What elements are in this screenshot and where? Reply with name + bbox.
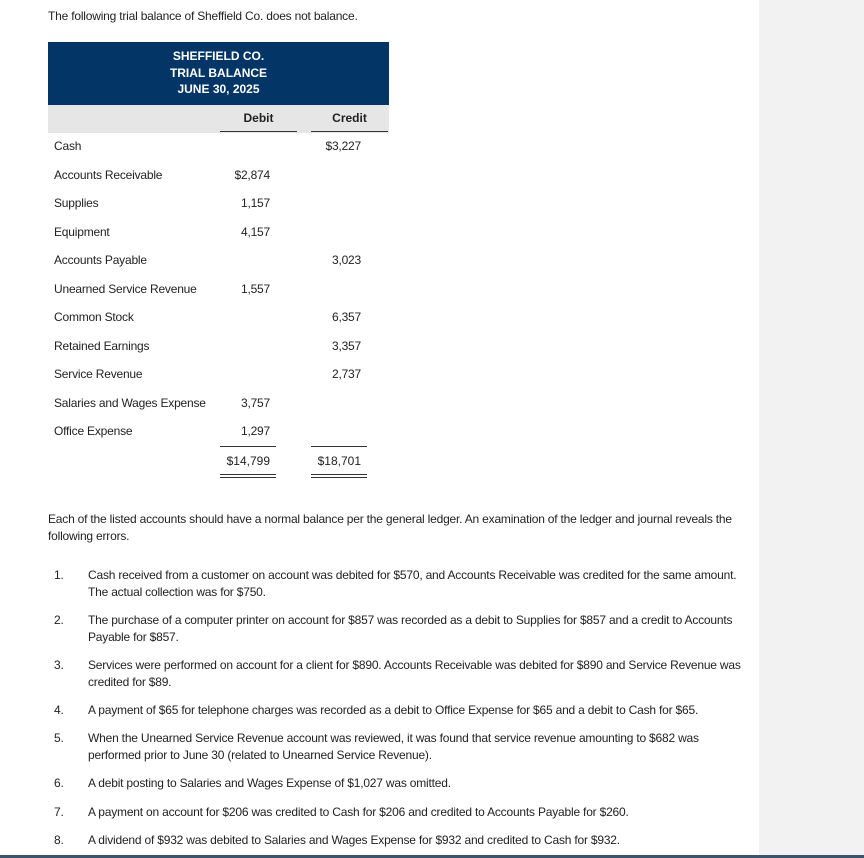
account-name: Cash	[54, 139, 82, 153]
credit-amount: $3,227	[325, 139, 361, 153]
error-number: 2.	[54, 613, 64, 627]
right-gutter	[759, 0, 864, 858]
table-row	[48, 166, 389, 186]
debit-amount: 1,557	[240, 282, 270, 296]
credit-amount: 6,357	[331, 310, 361, 324]
table-row	[48, 422, 389, 442]
table-row	[48, 365, 389, 385]
error-number: 3.	[54, 658, 64, 672]
table-row	[48, 223, 389, 243]
account-name: Unearned Service Revenue	[54, 282, 197, 296]
debit-header-underline	[220, 131, 297, 132]
error-text: A dividend of $932 was debited to Salaries and Wages Expense for $932 and credited to Cash for $932.	[88, 833, 620, 847]
error-text: When the Unearned Service Revenue account was reviewed, it was found that service revenue amounting to $682 was performed prior to June 30 (related to Unearned Service Revenue).	[88, 731, 699, 762]
account-name: Common Stock	[54, 310, 134, 324]
column-headers	[48, 105, 389, 133]
credit-amount: 3,023	[331, 253, 361, 267]
error-text: A debit posting to Salaries and Wages Expense of $1,027 was omitted.	[88, 776, 451, 790]
error-text: A payment of $65 for telephone charges was recorded as a debit to Office Expense for $65 and a debit to Cash for $65.	[88, 703, 699, 717]
account-name: Accounts Receivable	[54, 168, 163, 182]
error-number: 4.	[54, 703, 64, 717]
table-row	[48, 194, 389, 214]
error-number: 7.	[54, 805, 64, 819]
debit-amount: 4,157	[240, 225, 270, 239]
error-text: Services were performed on account for a client for $890. Accounts Receivable was debited for $890 and Service Revenue was credited for $89.	[88, 658, 741, 689]
debit-total-rule	[220, 446, 276, 447]
credit-amount: 2,737	[331, 367, 361, 381]
credit-header-underline	[311, 131, 388, 132]
statement-date: JUNE 30, 2025	[177, 82, 260, 96]
total-debit: $14,799	[226, 454, 270, 468]
account-name: Service Revenue	[54, 367, 143, 381]
credit-total-rule	[311, 446, 367, 447]
debit-amount: 3,757	[240, 396, 270, 410]
credit-double-underline	[311, 477, 367, 478]
error-text: The purchase of a computer printer on account for $857 was recorded as a debit to Supplies for $857 and a credit to Accounts Payable for $857.	[88, 613, 733, 644]
error-text: Cash received from a customer on account was debited for $570, and Accounts Receivable was credited for the same amount. The actual collection was for $750.	[88, 568, 737, 599]
credit-double-underline	[311, 474, 367, 475]
table-row	[48, 308, 389, 328]
debit-amount: 1,297	[240, 424, 270, 438]
account-name: Salaries and Wages Expense	[54, 396, 206, 410]
error-number: 8.	[54, 833, 64, 847]
table-row	[48, 394, 389, 414]
table-row	[48, 337, 389, 357]
company-name: SHEFFIELD CO.	[172, 49, 265, 63]
debit-amount: $2,874	[234, 168, 270, 182]
instructions-paragraph: Each of the listed accounts should have a normal balance per the general ledger. An examination of the ledger and journal reveals the following errors.	[48, 512, 732, 543]
table-row	[48, 251, 389, 271]
credit-header: Credit	[332, 111, 367, 125]
table-row	[48, 280, 389, 300]
totals-row	[48, 446, 389, 478]
statement-title: TRIAL BALANCE	[169, 65, 268, 80]
error-number: 5.	[54, 731, 64, 745]
trial-balance-header	[48, 42, 389, 105]
debit-header: Debit	[243, 111, 274, 125]
debit-double-underline	[220, 474, 276, 475]
intro-text: The following trial balance of Sheffield Co. does not balance.	[48, 9, 358, 23]
total-credit: $18,701	[317, 454, 361, 468]
account-name: Supplies	[54, 196, 99, 210]
debit-amount: 1,157	[240, 196, 270, 210]
account-name: Office Expense	[54, 424, 133, 438]
error-text: A payment on account for $206 was credited to Cash for $206 and credited to Accounts Payable for $260.	[88, 805, 629, 819]
debit-double-underline	[220, 477, 276, 478]
account-name: Accounts Payable	[54, 253, 147, 267]
credit-amount: 3,357	[331, 339, 361, 353]
account-name: Retained Earnings	[54, 339, 150, 353]
error-number: 1.	[54, 568, 64, 582]
error-number: 6.	[54, 776, 64, 790]
account-name: Equipment	[54, 225, 110, 239]
table-row	[48, 137, 389, 157]
